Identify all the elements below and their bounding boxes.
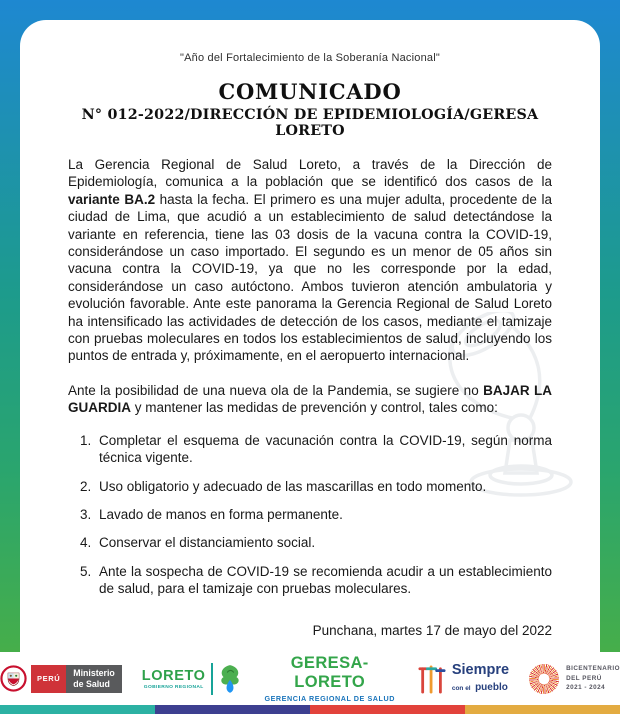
list-item-number: 3. bbox=[80, 506, 92, 522]
band-segment-indigo bbox=[155, 705, 310, 714]
list-item-number: 1. bbox=[80, 432, 92, 448]
list-item bbox=[80, 534, 552, 551]
paragraph-2-text: Ante la posibilidad de una nueva ola de la Pandemia, se sugiere no bbox=[68, 382, 484, 398]
loreto-name: LORETO bbox=[141, 667, 206, 684]
peru-coat-of-arms-icon bbox=[0, 665, 27, 692]
geresa-subtitle: GERENCIA REGIONAL DE SALUD bbox=[264, 694, 395, 703]
minsa-wordmark bbox=[31, 665, 122, 693]
loreto-emblem-icon bbox=[218, 663, 242, 695]
paragraph-1 bbox=[68, 156, 552, 365]
loreto-wordmark bbox=[142, 668, 206, 690]
band-segment-yellow bbox=[465, 705, 620, 714]
paragraph-2-bold: BAJAR LA GUARDIA bbox=[68, 382, 552, 416]
bicentenario-line2: DEL PERÚ bbox=[566, 674, 602, 682]
list-item-number: 2. bbox=[80, 478, 92, 494]
siempre-wordmark bbox=[452, 663, 509, 695]
list-item-text: Completar el esquema de vacunación contra la COVID-19, según norma técnica vigente. bbox=[99, 432, 552, 466]
totem-strokes-icon bbox=[418, 662, 446, 696]
minsa-peru-label: PERÚ bbox=[31, 665, 66, 693]
siempre-con-el: con el bbox=[451, 685, 471, 693]
list-item-text: Conservar el distanciamiento social. bbox=[99, 535, 316, 551]
communique-content bbox=[68, 52, 552, 638]
list-item bbox=[80, 563, 552, 598]
page-title: COMUNICADO bbox=[218, 79, 402, 104]
list-item bbox=[80, 478, 552, 495]
paragraph-1-text: La Gerencia Regional de Salud Loreto, a través de la Dirección de Epidemiología, comunica a la población que se identificó dos casos de la bbox=[68, 157, 552, 190]
siempre-pueblo: pueblo bbox=[475, 682, 508, 694]
loreto-divider bbox=[211, 663, 213, 695]
minsa-ministry-line1: Ministerio bbox=[73, 668, 115, 679]
measures-list bbox=[68, 432, 552, 598]
bicentenario-line1: BICENTENARIO bbox=[566, 665, 620, 673]
date-line: Punchana, martes 17 de mayo del 2022 bbox=[312, 622, 552, 638]
geresa-loreto-logo bbox=[262, 654, 398, 703]
loreto-regional-government-logo bbox=[142, 663, 242, 695]
bicentenario-line3: 2021 - 2024 bbox=[566, 684, 606, 692]
band-segment-teal bbox=[0, 705, 155, 714]
siempre-con-el-pueblo-logo bbox=[418, 662, 509, 696]
list-item-text: Uso obligatorio y adecuado de las mascarillas en todo momento. bbox=[99, 478, 487, 494]
paragraph-2-text-cont: y mantener las medidas de prevención y control, tales como: bbox=[131, 400, 498, 416]
paragraph-2 bbox=[68, 382, 552, 417]
list-item-text: Ante la sospecha de COVID-19 se recomienda acudir a un establecimiento de salud, para el tamizaje con pruebas moleculares. bbox=[99, 563, 552, 597]
communique-card bbox=[20, 20, 600, 652]
band-segment-red bbox=[310, 705, 465, 714]
bottom-color-band bbox=[0, 705, 620, 714]
list-item bbox=[80, 432, 552, 467]
bicentenario-spiral-icon bbox=[529, 664, 559, 694]
minsa-ministry-line2: de Salud bbox=[73, 678, 110, 689]
bicentenario-wordmark bbox=[566, 664, 620, 692]
bicentenario-logo bbox=[529, 664, 620, 694]
siempre-line2 bbox=[452, 678, 509, 694]
minsa-ministry-label bbox=[66, 665, 122, 693]
geresa-name: GERESA-LORETO bbox=[290, 654, 369, 691]
list-item bbox=[80, 506, 552, 523]
paragraph-1-text-cont: hasta la fecha. El primero es una mujer adulta, procedente de la ciudad de Lima, que acudió a un establecimiento de salud detectándose la variante en referencia, tiene las 03 dosis de la vacuna contra la COVID-19, considerándose un caso importado. El segundo es un menor de 05 años sin vacuna contra la COVID-19, ya que no les corresponde por la edad, considerándose un caso autóctono. Ambos tuvieron atención ambulatoria y evolución favorable. Ante este panorama la Gerencia Regional de Salud Loreto ha intensificado las actividades de detección de los casos, mediante el tamizaje con pruebas moleculares en todos los establecimientos de salud, incluyendo los puntos de entrada y, próximamente, en el aeropuerto internacional. bbox=[68, 191, 552, 364]
list-item-number: 4. bbox=[80, 535, 92, 551]
paragraph-1-bold: variante BA.2 bbox=[68, 191, 156, 207]
list-item-text: Lavado de manos en forma permanente. bbox=[99, 506, 343, 522]
loreto-subtitle: GOBIERNO REGIONAL bbox=[143, 684, 204, 690]
minsa-logo bbox=[0, 665, 122, 693]
year-motto: "Año del Fortalecimiento de la Soberanía Nacional" bbox=[180, 52, 440, 64]
logo-strip bbox=[0, 652, 620, 705]
siempre-line1: Siempre bbox=[451, 661, 510, 678]
document-number: N° 012-2022/DIRECCIÓN DE EPIDEMIOLOGÍA/GERESA LORETO bbox=[81, 107, 539, 139]
list-item-number: 5. bbox=[80, 563, 92, 579]
